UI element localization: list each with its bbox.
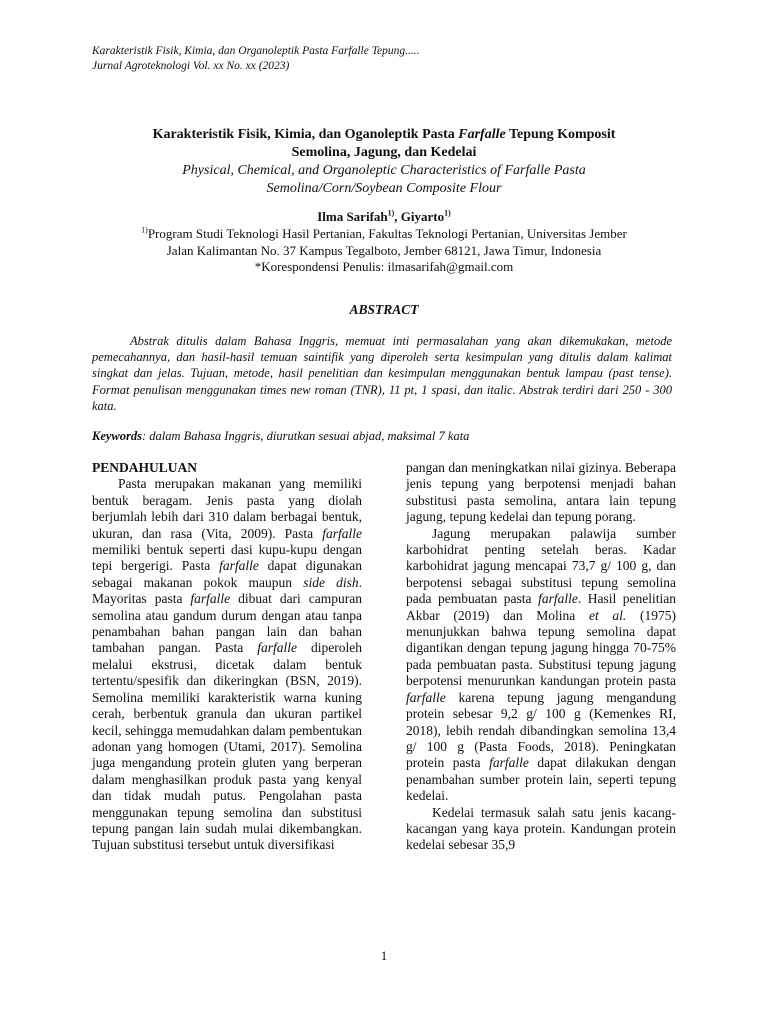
author-separator: , — [394, 209, 401, 224]
paragraph: Pasta merupakan makanan yang memiliki bentuk beragam. Jenis pasta yang diolah berjumlah lebih dari 310 dalam berbagai bentuk, ukuran, dan rasa (Vita, 2009). Pasta farfalle memiliki bentuk seperti dasi kupu-kupu dengan tepi bergerigi. Pasta farfalle dapat digunakan sebagai makanan pokok maupun side dish. Mayoritas pasta farfalle dibuat dari campuran semolina atau gandum durum dengan atau tanpa penambahan bahan pangan lain dan bahan tambahan pangan. Pasta farfalle diperoleh melalui ekstrusi, dicetak dalam bentuk tertentu/spesifik dan dikeringkan (BSN, 2019). Semolina memiliki karakteristik warna kuning cerah, berbentuk granula dan ukuran partikel kecil, sehingga memudahkan dalam pembentukan adonan yang homogen (Utami, 2017). Semolina juga mengandung protein gluten yang berperan dalam menghasilkan produk pasta yang kenyal dan tidak mudah putus. Pengolahan pasta menggunakan tepung semolina dan substitusi tepung pangan lain sudah mulai dikembangkan. Tujuan substitusi tersebut untuk diversifikasi — [92, 476, 362, 853]
abstract-heading: ABSTRACT — [349, 302, 419, 317]
title-italic-term: Farfalle — [458, 127, 506, 142]
running-head — [92, 44, 692, 74]
title-en-line2: Semolina/Corn/Soybean Composite Flour — [266, 181, 502, 196]
paragraph-continued: pangan dan meningkatkan nilai gizinya. Beberapa jenis tepung yang berpotensi menjadi bahan substitusi pasta semolina, antara lain tepung jagung, tepung kedelai dan tepung porang. — [406, 460, 676, 525]
affil-line1: Program Studi Teknologi Hasil Pertanian, Fakultas Teknologi Pertanian, Universitas Jember — [147, 226, 627, 241]
title-indonesian — [60, 126, 708, 162]
affil-line2: Jalan Kalimantan No. 37 Kampus Tegalboto, Jember 68121, Jawa Timur, Indonesia — [166, 242, 602, 258]
title-text-line2: Semolina, Jagung, dan Kedelai — [291, 145, 477, 160]
author-name: Ilma Sarifah — [317, 209, 388, 224]
affil-mark: 1) — [141, 225, 148, 235]
keywords — [92, 428, 692, 444]
title-en-line1: Physical, Chemical, and Organoleptic Characteristics of Farfalle Pasta — [182, 163, 586, 178]
abstract-body: Abstrak ditulis dalam Bahasa Inggris, memuat inti permasalahan yang akan dikemukakan, metode pemecahannya, dan hasil-hasil temuan saintifik yang diperoleh serta kesimpulan yang ditulis dalam kalimat singkat dan jelas. Tujuan, metode, hasil penelitian dan kesimpulan menggunakan bentuk lampau (past tense). Format penulisan menggunakan times new roman (TNR), 11 pt, 1 spasi, dan italic. Abstrak terdiri dari 250 - 300 kata. — [92, 334, 672, 413]
paragraph: Kedelai termasuk salah satu jenis kacang-kacangan yang kaya protein. Kandungan protein kedelai sebesar 35,9 — [406, 804, 676, 853]
author-block — [60, 208, 708, 276]
author-name: Giyarto — [400, 209, 445, 224]
paragraph: Jagung merupakan palawija sumber karbohidrat penting setelah beras. Kadar karbohidrat jagung mencapai 73,7 g/ 100 g, dan berpotensi sebagai substitusi tepung semolina pada pembuatan pasta farfalle. Hasil penelitian Akbar (2019) dan Molina et al. (1975) menunjukkan bahwa tepung semolina dapat digantikan dengan tepung jagung hingga 70-75% pada pembuatan pasta. Substitusi tepung jagung berpotensi menurunkan kandungan protein pasta farfalle karena tepung jagung mengandung protein sebesar 9,2 g/ 100 g (Kemenkes RI, 2018), lebih rendah dibandingkan semolina 13,4 g/ 100 g (Pasta Foods, 2018). Peningkatan protein pasta farfalle dapat dilakukan dengan penambahan sumber protein lain, seperti tepung kedelai. — [406, 525, 676, 804]
title-text: Karakteristik Fisik, Kimia, dan Oganoleptik Pasta — [152, 127, 459, 142]
column-left — [92, 460, 362, 854]
title-text: Tepung Komposit — [505, 127, 616, 142]
affiliation — [60, 226, 708, 276]
running-head-journal: Jurnal Agroteknologi Vol. xx No. xx (2023) — [92, 60, 290, 72]
author-affil-mark: 1) — [387, 208, 395, 218]
title-english — [60, 162, 708, 198]
page-number: 1 — [380, 948, 388, 963]
author-names — [60, 208, 708, 226]
running-head-title: Karakteristik Fisik, Kimia, dan Organoleptik Pasta Farfalle Tepung..... — [92, 45, 420, 57]
author-affil-mark: 1) — [444, 208, 451, 218]
correspondence: *Korespondensi Penulis: ilmasarifah@gmail.com — [254, 259, 514, 274]
column-right — [406, 460, 676, 854]
section-heading: PENDAHULUAN — [92, 460, 198, 475]
title-block — [60, 126, 708, 198]
keywords-label: Keywords — [92, 429, 142, 443]
keywords-text: : dalam Bahasa Inggris, diurutkan sesuai abjad, maksimal 7 kata — [142, 429, 470, 443]
